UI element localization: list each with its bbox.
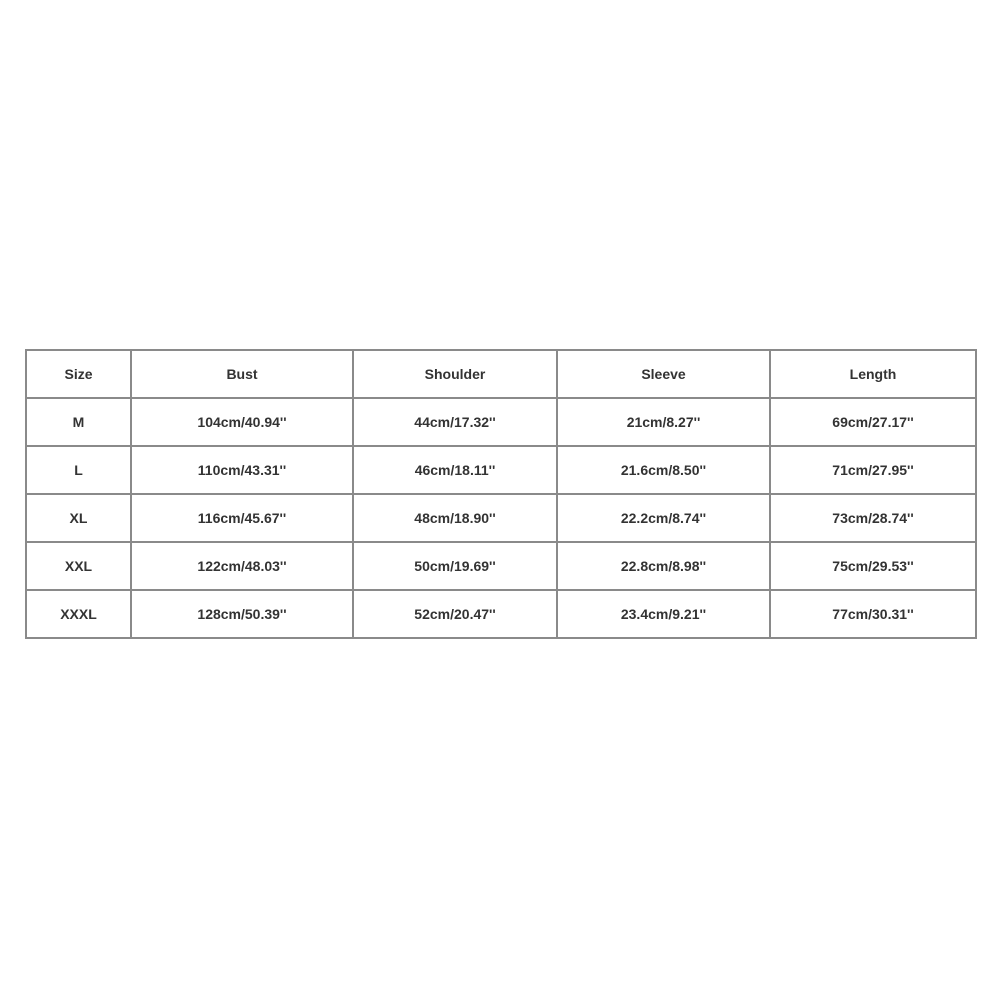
cell-length: 73cm/28.74'' — [770, 494, 976, 542]
cell-size: L — [26, 446, 131, 494]
cell-length: 71cm/27.95'' — [770, 446, 976, 494]
header-row — [26, 350, 976, 398]
header-length: Length — [770, 350, 976, 398]
cell-bust: 110cm/43.31'' — [131, 446, 353, 494]
table-row — [26, 446, 976, 494]
table-row — [26, 590, 976, 638]
cell-bust: 104cm/40.94'' — [131, 398, 353, 446]
cell-bust: 116cm/45.67'' — [131, 494, 353, 542]
cell-shoulder: 48cm/18.90'' — [353, 494, 557, 542]
cell-shoulder: 44cm/17.32'' — [353, 398, 557, 446]
header-shoulder: Shoulder — [353, 350, 557, 398]
cell-sleeve: 21cm/8.27'' — [557, 398, 770, 446]
header-bust: Bust — [131, 350, 353, 398]
cell-length: 75cm/29.53'' — [770, 542, 976, 590]
cell-size: M — [26, 398, 131, 446]
cell-sleeve: 22.2cm/8.74'' — [557, 494, 770, 542]
table-row — [26, 542, 976, 590]
cell-sleeve: 22.8cm/8.98'' — [557, 542, 770, 590]
cell-size: XL — [26, 494, 131, 542]
cell-bust: 128cm/50.39'' — [131, 590, 353, 638]
cell-size: XXXL — [26, 590, 131, 638]
cell-sleeve: 21.6cm/8.50'' — [557, 446, 770, 494]
cell-shoulder: 52cm/20.47'' — [353, 590, 557, 638]
cell-size: XXL — [26, 542, 131, 590]
table-row — [26, 494, 976, 542]
cell-shoulder: 46cm/18.11'' — [353, 446, 557, 494]
size-chart-table — [25, 349, 977, 639]
table-row — [26, 398, 976, 446]
header-sleeve: Sleeve — [557, 350, 770, 398]
header-size: Size — [26, 350, 131, 398]
cell-sleeve: 23.4cm/9.21'' — [557, 590, 770, 638]
cell-bust: 122cm/48.03'' — [131, 542, 353, 590]
cell-shoulder: 50cm/19.69'' — [353, 542, 557, 590]
cell-length: 69cm/27.17'' — [770, 398, 976, 446]
cell-length: 77cm/30.31'' — [770, 590, 976, 638]
